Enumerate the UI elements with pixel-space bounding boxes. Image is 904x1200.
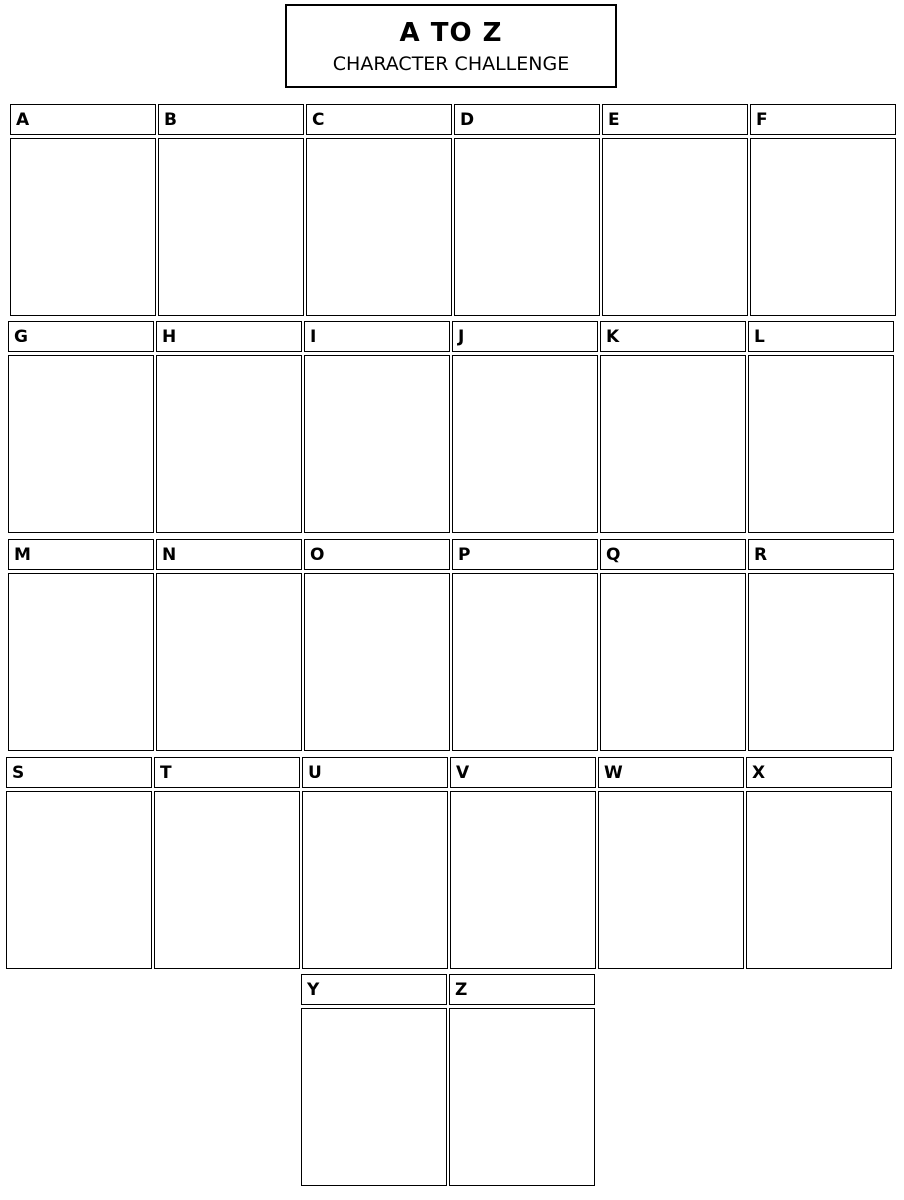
letter-label-y: [301, 974, 447, 1005]
drawing-panel-o: [304, 573, 450, 751]
letter-text: R: [754, 545, 768, 565]
letter-text: M: [14, 545, 31, 565]
drawing-panel-b: [158, 138, 304, 316]
cell-c: [306, 104, 452, 316]
letter-label-x: [746, 757, 892, 788]
letter-label-d: [454, 104, 600, 135]
cell-l: [748, 321, 894, 533]
letter-text: B: [164, 110, 177, 130]
drawing-panel-h: [156, 355, 302, 533]
letter-text: Q: [606, 545, 621, 565]
letter-text: N: [162, 545, 177, 565]
cell-o: [304, 539, 450, 751]
drawing-panel-g: [8, 355, 154, 533]
letter-text: W: [604, 763, 623, 783]
letter-label-f: [750, 104, 896, 135]
letter-label-g: [8, 321, 154, 352]
cell-q: [600, 539, 746, 751]
letter-label-r: [748, 539, 894, 570]
drawing-panel-c: [306, 138, 452, 316]
letter-text: Z: [455, 980, 468, 1000]
cell-b: [158, 104, 304, 316]
drawing-panel-x: [746, 791, 892, 969]
letter-text: I: [310, 327, 317, 347]
letter-label-i: [304, 321, 450, 352]
letter-label-w: [598, 757, 744, 788]
cell-w: [598, 757, 744, 969]
letter-label-j: [452, 321, 598, 352]
letter-label-s: [6, 757, 152, 788]
letter-label-z: [449, 974, 595, 1005]
letter-label-u: [302, 757, 448, 788]
letter-text: S: [12, 763, 25, 783]
cell-s: [6, 757, 152, 969]
drawing-panel-e: [602, 138, 748, 316]
letter-text: G: [14, 327, 28, 347]
drawing-panel-j: [452, 355, 598, 533]
letter-text: J: [458, 327, 465, 347]
letter-text: F: [756, 110, 768, 130]
cell-t: [154, 757, 300, 969]
cell-d: [454, 104, 600, 316]
cell-z: [449, 974, 595, 1186]
title-box: [285, 4, 617, 88]
letter-text: H: [162, 327, 177, 347]
drawing-panel-w: [598, 791, 744, 969]
letter-text: L: [754, 327, 765, 347]
cell-i: [304, 321, 450, 533]
letter-label-a: [10, 104, 156, 135]
drawing-panel-r: [748, 573, 894, 751]
cell-u: [302, 757, 448, 969]
page-subtitle: CHARACTER CHALLENGE: [332, 53, 570, 75]
drawing-panel-u: [302, 791, 448, 969]
drawing-panel-y: [301, 1008, 447, 1186]
cell-j: [452, 321, 598, 533]
cell-v: [450, 757, 596, 969]
letter-label-v: [450, 757, 596, 788]
drawing-panel-n: [156, 573, 302, 751]
cell-m: [8, 539, 154, 751]
letter-text: O: [310, 545, 325, 565]
drawing-panel-i: [304, 355, 450, 533]
letter-label-t: [154, 757, 300, 788]
letter-label-p: [452, 539, 598, 570]
drawing-panel-d: [454, 138, 600, 316]
drawing-panel-a: [10, 138, 156, 316]
letter-label-h: [156, 321, 302, 352]
drawing-panel-q: [600, 573, 746, 751]
letter-label-n: [156, 539, 302, 570]
drawing-panel-k: [600, 355, 746, 533]
cell-a: [10, 104, 156, 316]
cell-f: [750, 104, 896, 316]
page-title: A TO Z: [399, 18, 503, 48]
drawing-panel-p: [452, 573, 598, 751]
letter-text: U: [308, 763, 322, 783]
drawing-panel-z: [449, 1008, 595, 1186]
drawing-panel-t: [154, 791, 300, 969]
letter-label-q: [600, 539, 746, 570]
letter-text: C: [312, 110, 325, 130]
drawing-panel-f: [750, 138, 896, 316]
drawing-panel-l: [748, 355, 894, 533]
cell-r: [748, 539, 894, 751]
cell-x: [746, 757, 892, 969]
letter-label-c: [306, 104, 452, 135]
letter-text: X: [752, 763, 766, 783]
drawing-panel-s: [6, 791, 152, 969]
cell-k: [600, 321, 746, 533]
letter-text: Y: [307, 980, 320, 1000]
cell-g: [8, 321, 154, 533]
cell-p: [452, 539, 598, 751]
letter-label-m: [8, 539, 154, 570]
cell-y: [301, 974, 447, 1186]
drawing-panel-m: [8, 573, 154, 751]
letter-label-b: [158, 104, 304, 135]
letter-label-e: [602, 104, 748, 135]
letter-label-o: [304, 539, 450, 570]
cell-n: [156, 539, 302, 751]
letter-text: P: [458, 545, 471, 565]
cell-h: [156, 321, 302, 533]
letter-label-k: [600, 321, 746, 352]
cell-e: [602, 104, 748, 316]
letter-text: D: [460, 110, 475, 130]
drawing-panel-v: [450, 791, 596, 969]
letter-label-l: [748, 321, 894, 352]
letter-text: K: [606, 327, 620, 347]
letter-text: V: [456, 763, 470, 783]
letter-text: E: [608, 110, 620, 130]
letter-text: A: [16, 110, 30, 130]
letter-text: T: [160, 763, 172, 783]
